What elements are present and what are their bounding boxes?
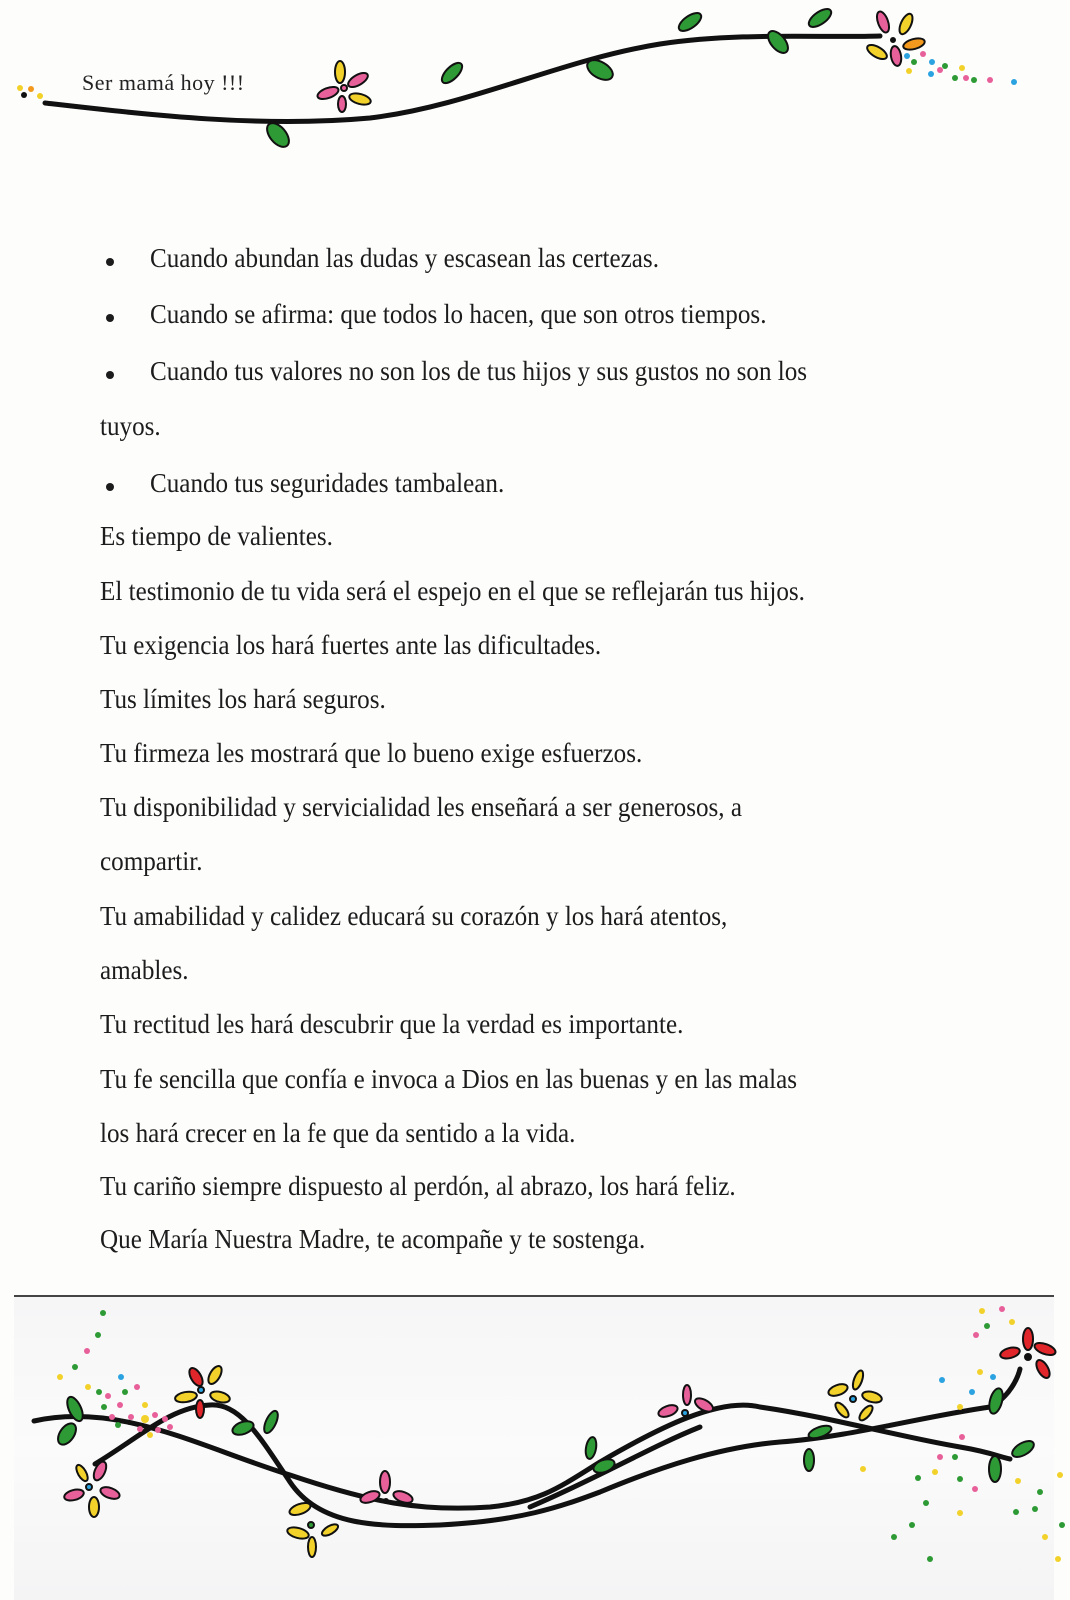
flower-icon (827, 1369, 883, 1422)
paragraph-line: Que María Nuestra Madre, te acompañe y te sostenga. (100, 1224, 646, 1254)
flower-icon (359, 1471, 414, 1505)
flower-icon (316, 61, 372, 112)
paragraph-line: amables. (100, 955, 189, 985)
paragraph-line: Tus límites los hará seguros. (100, 684, 386, 714)
paragraph-line: Tu disponibilidad y servicialidad les enseñará a ser generosos, a (100, 792, 743, 822)
document-title: Ser mamá hoy !!! (82, 70, 245, 95)
leaf-icon (263, 6, 834, 151)
footer-vine-decoration (0, 1297, 1070, 1600)
paragraph-line: Tu fe sencilla que confía e invoca a Dios en las buenas y en las malas (100, 1064, 798, 1094)
paragraph-line: Tu firmeza les mostrará que lo bueno exige esfuerzos. (100, 738, 643, 768)
flower-icon (63, 1460, 121, 1517)
bullet-item: Cuando tus seguridades tambalean. (150, 468, 505, 498)
paragraph-line: los hará crecer en la fe que da sentido a la vida. (100, 1118, 576, 1148)
paragraph-line: Tu cariño siempre dispuesto al perdón, al abrazo, los hará feliz. (100, 1171, 736, 1201)
flower-icon (999, 1328, 1057, 1380)
bullet-item: Cuando se afirma: que todos lo hacen, que son otros tiempos. (150, 299, 767, 329)
paragraph-line: Es tiempo de valientes. (100, 521, 333, 551)
bullet-icon (106, 483, 114, 491)
paragraph-line: El testimonio de tu vida será el espejo en el que se reflejarán tus hijos. (100, 576, 805, 606)
bullet-icon (106, 314, 114, 322)
bullet-icon (106, 371, 114, 379)
bullet-item: Cuando abundan las dudas y escasean las certezas. (150, 243, 659, 273)
paragraph-line: Tu amabilidad y calidez educará su corazón y los hará atentos, (100, 901, 728, 931)
bullet-continuation: tuyos. (100, 411, 161, 441)
bullet-item: Cuando tus valores no son los de tus hijos y sus gustos no son los (150, 356, 808, 386)
flower-icon (657, 1385, 715, 1419)
paragraph-line: Tu exigencia los hará fuertes ante las dificultades. (100, 630, 602, 660)
confetti-dots (57, 1306, 1065, 1562)
bullet-icon (106, 258, 114, 266)
paragraph-line: Tu rectitud les hará descubrir que la verdad es importante. (100, 1009, 684, 1039)
flower-icon (286, 1501, 340, 1557)
paragraph-line: compartir. (100, 846, 203, 876)
